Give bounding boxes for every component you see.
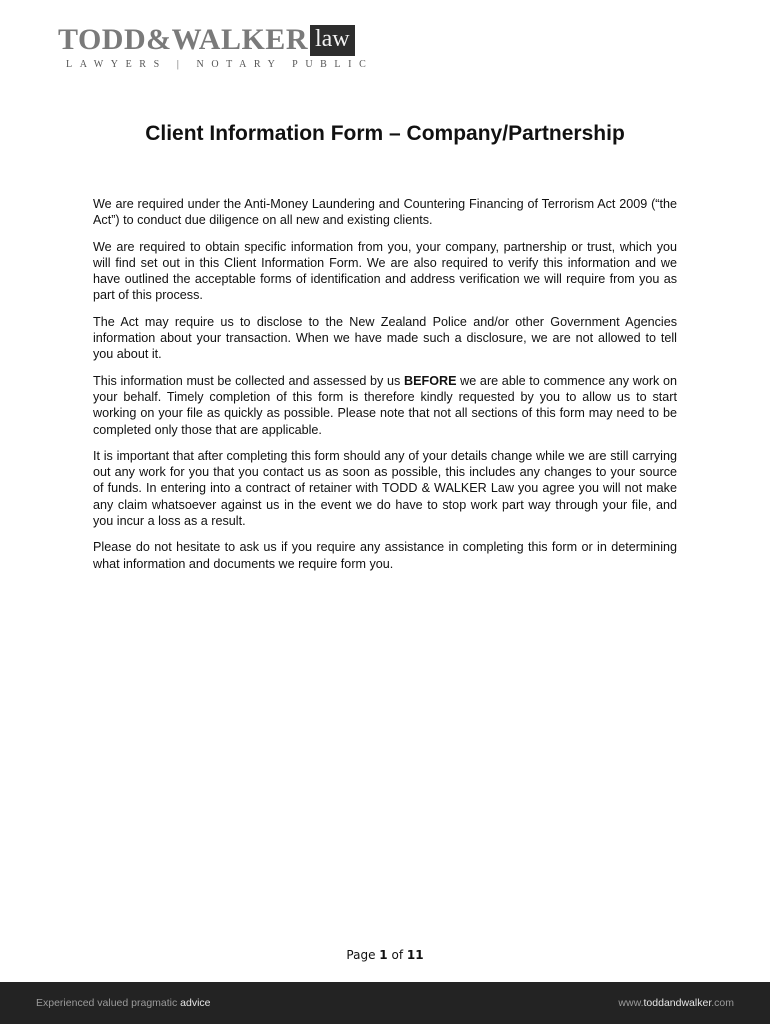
page-of: of: [391, 948, 404, 962]
paragraph-text: we are able to commence any work on your behalf. Timely completion of this form is therefore kindly requested by you to allow us to start working on your file as quickly as possible. Please note that not all sections of this form may need to be completed only those that are applicable.: [93, 373, 677, 437]
logo-tagline: LAWYERS | NOTARY PUBLIC: [66, 59, 374, 70]
logo-brand: TODD&WALKER: [58, 23, 308, 56]
paragraph: [93, 373, 677, 438]
document-body: [93, 196, 677, 582]
footer-url-prefix: www.: [618, 997, 644, 1009]
paragraph: The Act may require us to disclose to the New Zealand Police and/or other Government Agencies information about your transaction. When we have made such a disclosure, we are not allowed to tell you about it.: [93, 314, 677, 362]
footer-url-suffix: .com: [711, 997, 734, 1009]
page-number: [0, 948, 770, 962]
page-total: 11: [406, 948, 424, 962]
page-current: 1: [379, 948, 388, 962]
logo-law-badge: law: [310, 25, 355, 56]
page-footer: [0, 982, 770, 1024]
company-logo: [58, 24, 398, 76]
logo-wordmark: [58, 24, 398, 56]
paragraph-text: This information must be collected and assessed by us: [93, 373, 404, 388]
paragraph: Please do not hesitate to ask us if you require any assistance in completing this form or in determining what information and documents we require form you.: [93, 540, 677, 571]
footer-tagline: [36, 997, 211, 1009]
page-label: Page: [346, 948, 376, 962]
footer-website: [618, 997, 734, 1009]
paragraph: We are required under the Anti-Money Laundering and Countering Financing of Terrorism Act 2009 (“the Act”) to conduct due diligence on all new and existing clients.: [93, 197, 677, 228]
paragraph: It is important that after completing this form should any of your details change while we are still carrying out any work for you that you contact us as soon as possible, this includes any changes to your source of funds. In entering into a contract of retainer with TODD & WALKER Law you agree you will not make any claim whatsoever against us in the event we do have to stop work part way through your file, and you incur a loss as a result.: [93, 448, 677, 529]
document-title: Client Information Form – Company/Partnership: [145, 122, 625, 145]
footer-tagline-main: Experienced valued pragmatic: [36, 997, 181, 1009]
footer-url-domain: toddandwalker: [643, 997, 712, 1009]
emphasis-before: BEFORE: [404, 373, 457, 388]
footer-tagline-highlight: advice: [180, 997, 211, 1009]
paragraph: We are required to obtain specific information from you, your company, partnership or trust, which you will find set out in this Client Information Form. We are also required to verify this information and we have outlined the acceptable forms of identification and address verification we will require from you as part of this process.: [93, 239, 677, 303]
